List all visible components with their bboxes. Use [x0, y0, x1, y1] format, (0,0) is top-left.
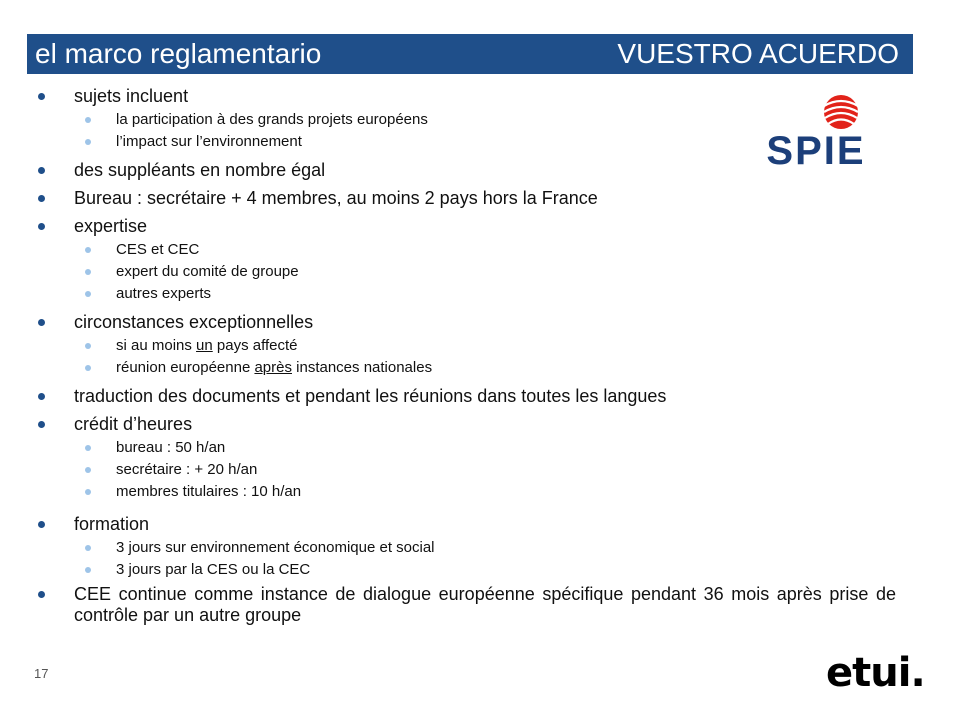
sub-bullet-item: membres titulaires : 10 h/an — [36, 481, 926, 503]
bullet-text: traduction des documents et pendant les réunions dans toutes les langues — [74, 386, 667, 406]
sub-bullet-item: bureau : 50 h/an — [36, 437, 926, 459]
sub-bullet-item: l’impact sur l’environnement — [36, 131, 926, 153]
bullet-item — [36, 414, 926, 503]
sub-bullet-item: 3 jours sur environnement économique et social — [36, 537, 926, 559]
sub-text-before: si au moins — [116, 337, 197, 354]
sub-bullet-item: CES et CEC — [36, 239, 926, 261]
sub-text-after: pays affecté — [212, 337, 298, 354]
etui-wordmark: etui. — [826, 650, 925, 690]
bullet-text: expertise — [74, 216, 148, 236]
sub-bullet-item: 3 jours par la CES ou la CEC — [36, 559, 926, 581]
sub-bullet-item — [36, 357, 926, 379]
bullet-item — [36, 188, 926, 209]
bullet-text: CEE continue comme instance de dialogue européenne spécifique pendant 36 mois après prise de contrôle par un autre groupe — [74, 584, 896, 625]
sub-bullet-item — [36, 335, 926, 357]
title-bar — [27, 34, 913, 74]
bullet-item — [36, 312, 926, 379]
bullet-text: des suppléants en nombre égal — [74, 160, 326, 180]
bullet-text: crédit d’heures — [74, 414, 193, 434]
bullet-item — [36, 386, 926, 407]
underlined-word: un — [196, 337, 213, 354]
underlined-word: après — [254, 359, 292, 376]
page-number: 17 — [34, 666, 49, 681]
etui-logo — [826, 650, 930, 690]
sub-bullet-item: secrétaire : + 20 h/an — [36, 459, 926, 481]
sub-bullet-list — [74, 239, 926, 305]
bullet-text: Bureau : secrétaire + 4 membres, au moins 2 pays hors la France — [74, 188, 598, 208]
sub-bullet-list — [74, 537, 926, 581]
sub-bullet-item: autres experts — [36, 283, 926, 305]
bullet-list — [36, 86, 926, 626]
sub-bullet-list — [74, 335, 926, 379]
spie-wordmark: SPIE — [766, 129, 866, 172]
sub-bullet-list — [74, 109, 926, 153]
bullet-item — [36, 216, 926, 305]
bullet-text: formation — [74, 514, 150, 534]
title-left: el marco reglamentario — [35, 38, 322, 69]
bullet-item — [36, 584, 926, 626]
sub-bullet-list — [74, 437, 926, 503]
bullet-text: sujets incluent — [74, 86, 189, 106]
sub-text-before: réunion européenne — [116, 359, 255, 376]
sub-bullet-item: la participation à des grands projets européens — [36, 109, 926, 131]
bullet-text: circonstances exceptionnelles — [74, 312, 314, 332]
bullet-item — [36, 514, 926, 581]
title-right: VUESTRO ACUERDO — [617, 38, 899, 69]
sub-text-after: instances nationales — [291, 359, 433, 376]
bullet-item — [36, 160, 926, 181]
sub-bullet-item: expert du comité de groupe — [36, 261, 926, 283]
bullet-item — [36, 86, 926, 153]
